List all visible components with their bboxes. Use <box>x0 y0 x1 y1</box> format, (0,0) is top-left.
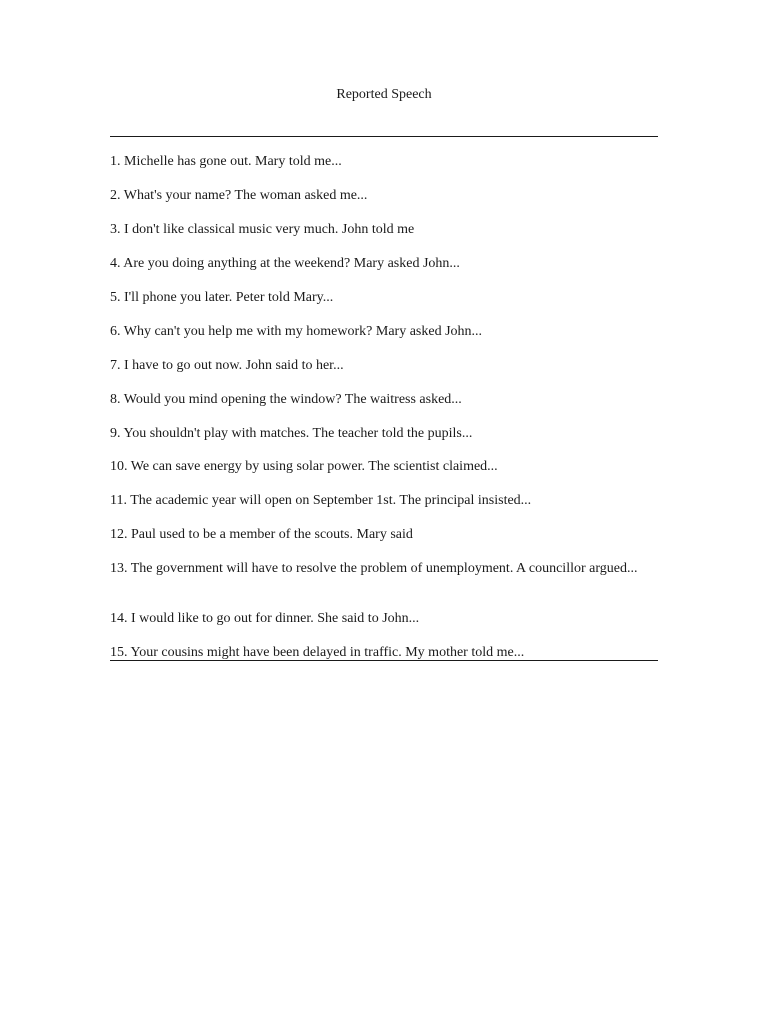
list-item: 5. I'll phone you later. Peter told Mary... <box>110 290 334 305</box>
list-item: 12. Paul used to be a member of the scouts. Mary said <box>110 527 413 542</box>
list-item: 7. I have to go out now. John said to her... <box>110 358 344 373</box>
page-title: Reported Speech <box>336 87 432 102</box>
list-item: 2. What's your name? The woman asked me... <box>110 188 368 203</box>
list-item: 10. We can save energy by using solar power. The scientist claimed... <box>110 459 498 474</box>
list-item: 15. Your cousins might have been delayed in traffic. My mother told me... <box>110 645 525 660</box>
list-item: 11. The academic year will open on September 1st. The principal insisted... <box>110 493 532 508</box>
list-item: 1. Michelle has gone out. Mary told me... <box>110 154 342 169</box>
list-item: 13. The government will have to resolve the problem of unemployment. A councillor argued... <box>110 561 638 576</box>
list-item: 8. Would you mind opening the window? The waitress asked... <box>110 392 462 407</box>
top-divider <box>110 136 658 137</box>
list-item: 14. I would like to go out for dinner. She said to John... <box>110 611 420 626</box>
list-item: 9. You shouldn't play with matches. The teacher told the pupils... <box>110 426 473 441</box>
list-item: 3. I don't like classical music very much. John told me <box>110 222 415 237</box>
bottom-divider <box>110 660 658 661</box>
list-item: 4. Are you doing anything at the weekend? Mary asked John... <box>110 256 460 271</box>
list-item: 6. Why can't you help me with my homework? Mary asked John... <box>110 324 483 339</box>
